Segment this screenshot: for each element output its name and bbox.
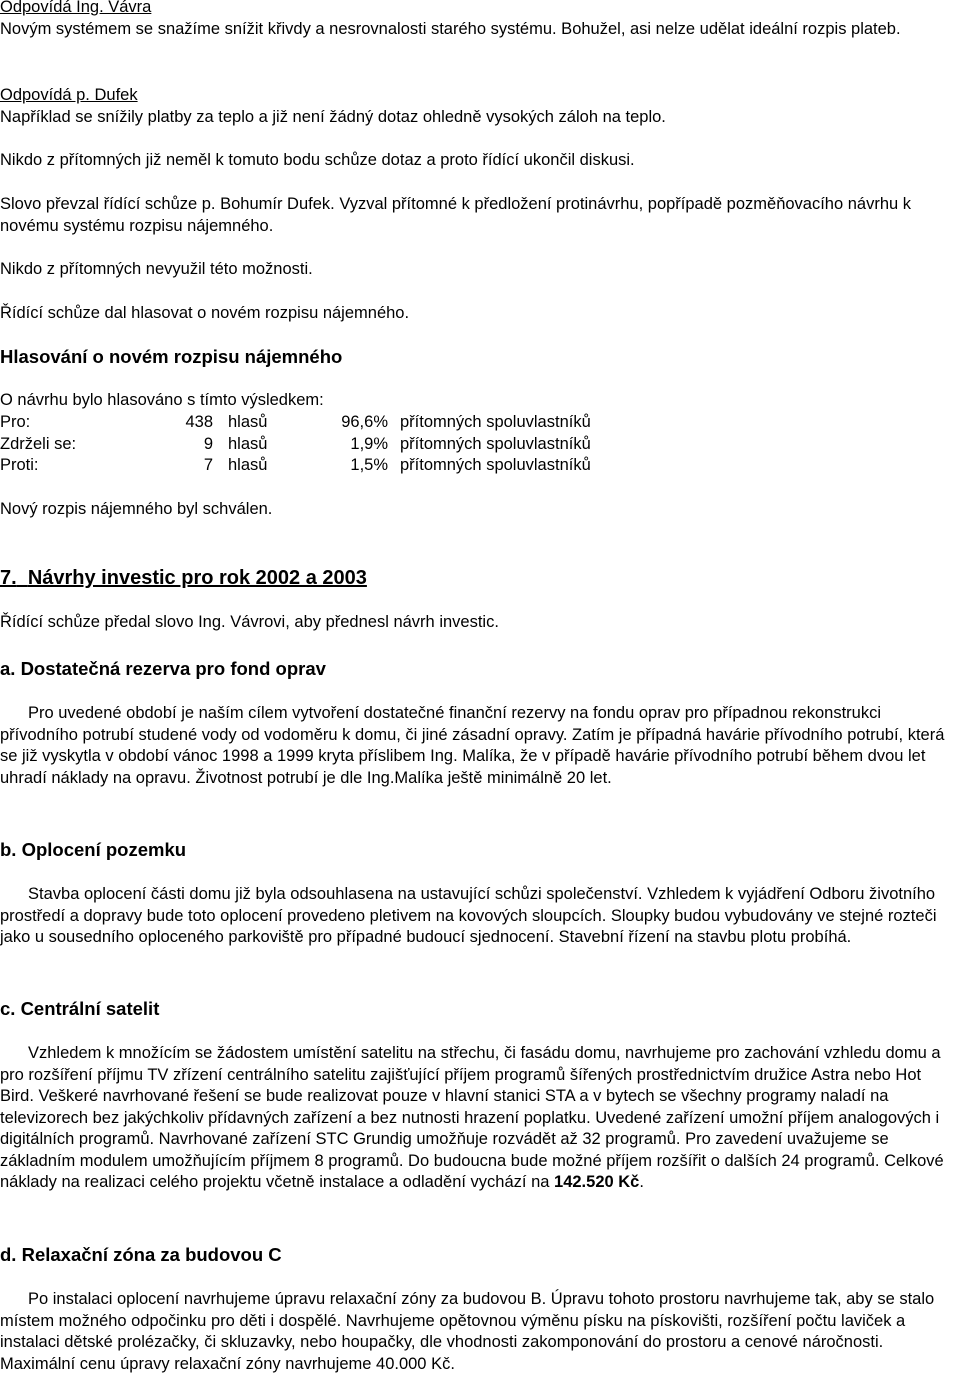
answer-vavra xyxy=(0,0,950,40)
vote-label: Pro: xyxy=(0,413,31,431)
paragraph-no-counterproposal: Nikdo z přítomných nevyužil této možnosti. xyxy=(0,260,313,278)
paragraph-no-questions: Nikdo z přítomných již neměl k tomuto bodu schůze dotaz a proto řídící ukončil diskusi. xyxy=(0,151,635,169)
vote-row xyxy=(0,455,591,477)
vote-percent: 96,6% xyxy=(341,413,388,431)
vote-label: Zdrželi se: xyxy=(0,434,77,453)
section-7-intro: Řídící schůze předal slovo Ing. Vávrovi, aby přednesl návrh investic. xyxy=(0,613,499,631)
vote-row xyxy=(0,412,591,434)
subsection-a-text: Pro uvedené období je naším cílem vytvoření dostatečné finanční rezervy na fondu oprav pro případnou rekonstrukci přívodního potrubí studené vody od vodoměru k domu, či jiné zásadní opravy. Zatím je případná havárie přívodního potrubí, která se již vyskytla v období vánoc 1998 a 1999 kryta příslibem Ing. Malíka, že v případě havárie přívodního potrubí během dvou let uhradí náklady na opravu. Životnost potrubí je dle Ing.Malíka ještě minimálně 20 let. xyxy=(0,704,945,787)
cost-amount: 142.520 Kč xyxy=(554,1173,640,1191)
vote-result: Nový rozpis nájemného byl schválen. xyxy=(0,500,273,518)
answer-dufek xyxy=(0,85,950,128)
vote-desc: přítomných spoluvlastníků xyxy=(400,434,591,453)
paragraph-vote-call: Řídící schůze dal hlasovat o novém rozpisu nájemného. xyxy=(0,304,410,322)
paragraph-chair-change: Slovo převzal řídící schůze p. Bohumír Dufek. Vyzval přítomné k předložení protinávrhu, popřípadě pozměňovacího návrhu k novému systému rozpisu nájemného. xyxy=(0,195,912,235)
sentence-end: . xyxy=(639,1173,644,1191)
subsection-d-heading: d. Relaxační zóna za budovou C xyxy=(0,1244,282,1265)
vote-heading: Hlasování o novém rozpisu nájemného xyxy=(0,346,343,367)
vote-unit: hlasů xyxy=(228,456,268,474)
subsection-c-text xyxy=(0,1043,950,1194)
section-number: 7. xyxy=(0,567,17,589)
subsection-d-text: Po instalaci oplocení navrhujeme úpravu relaxační zóny za budovou B. Úpravu tohoto prostoru navrhujeme tak, aby se stalo místem možného odpočinku pro děti i dospělé. Navrhujeme opětovnou výměnu písku na pískovišti, rozšíření počtu laviček a instalaci dětské prolézačky, či skluzavky, nebo houpačky, dle vhodnosti zakomponování do prostoru a cenové náročnosti. Maximální cenu úpravy relaxační zóny navrhujeme 40.000 Kč. xyxy=(0,1290,935,1373)
section-title: Návrhy investic pro rok 2002 a 2003 xyxy=(27,567,367,589)
subsection-b-text: Stavba oplocení části domu již byla odsouhlasena na ustavující schůzi společenství. Vzhledem k vyjádření Odboru životního prostředí a dopravy bude toto oplocení provedeno pletivem na kovových sloupcích. Sloupky budou vybudovány ve stejné rozteči jako u sousedního oploceného parkoviště pro případné budoucí sjednocení. Stavební řízení na stavbu plotu probíhá. xyxy=(0,885,937,946)
vote-count: 9 xyxy=(203,434,213,453)
vote-count: 7 xyxy=(203,456,213,474)
vote-percent: 1,9% xyxy=(350,434,388,453)
subsection-a-heading: a. Dostatečná rezerva pro fond oprav xyxy=(0,658,326,679)
subsection-c-body: Vzhledem k množícím se žádostem umístění satelitu na střechu, či fasádu domu, navrhujeme pro zachování vzhledu domu a pro rozšíření příjmu TV zřízení centrálního satelitu zajišťující příjem programů šířených prostřednictvím družice Astra nebo Hot Bird. Veškeré navrhované řešení se bude realizovat pouze v hlavní stanici STA a v bytech se všechny programy naladí na televizorech bez jakýchkoliv přídavných zařízení a bez nutnosti hrazení poplatku. Uvedené zařízení umožní příjem analogových i digitálních programů. Navrhované zařízení STC Grundig umožňuje rozvádět až 32 programů. Pro zavedení uvažujeme se základním modulem umožňujícím příjmem 8 programů. Do budoucna bude možné příjem rozšířit o dalších 24 programů. Celkové náklady na realizaci celého projektu včetně instalace a odladění vychází na xyxy=(0,1044,944,1191)
vote-desc: přítomných spoluvlastníků xyxy=(400,456,591,474)
vote-unit: hlasů xyxy=(228,413,268,431)
vote-row xyxy=(0,434,591,456)
subsection-b-heading: b. Oplocení pozemku xyxy=(0,839,187,860)
vote-percent: 1,5% xyxy=(350,456,388,474)
vote-intro: O návrhu bylo hlasováno s tímto výsledkem: xyxy=(0,391,324,409)
section-7-heading xyxy=(0,565,950,591)
vote-count: 438 xyxy=(185,413,213,431)
answer-text: Novým systémem se snažíme snížit křivdy a nesrovnalosti starého systému. Bohužel, asi nelze udělat ideální rozpis plateb. xyxy=(0,19,901,38)
subsection-c-heading: c. Centrální satelit xyxy=(0,998,160,1019)
speaker-label: Odpovídá p. Dufek xyxy=(0,86,138,104)
vote-label: Proti: xyxy=(0,456,39,474)
answer-text: Například se snížily platby za teplo a již není žádný dotaz ohledně vysokých záloh na teplo. xyxy=(0,107,666,126)
vote-unit: hlasů xyxy=(228,434,268,453)
speaker-label: Odpovídá Ing. Vávra xyxy=(0,0,152,16)
vote-desc: přítomných spoluvlastníků xyxy=(400,413,591,431)
vote-results-table xyxy=(0,412,591,477)
